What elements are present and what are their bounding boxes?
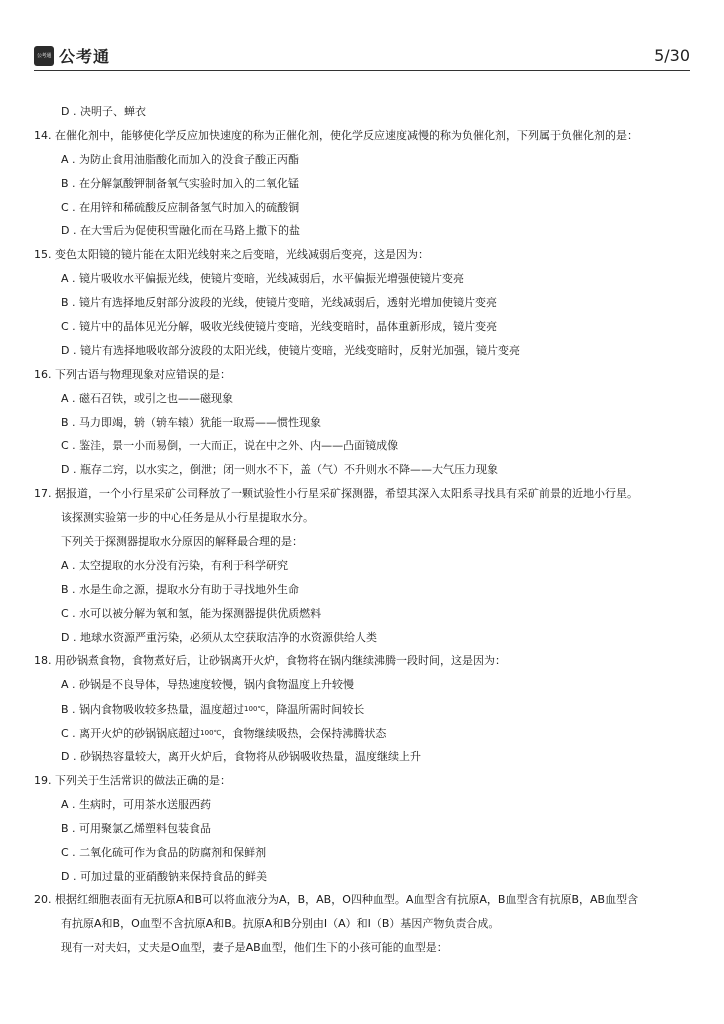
question-line: 16. 下列古语与物理现象对应错误的是： [34,367,231,381]
option-line: D . 在大雪后为促使积雪融化而在马路上撒下的盐 [61,224,300,238]
option-text: ，食物继续吸热，会保持沸腾状态 [221,727,387,741]
option-line [34,701,694,725]
option-line: D . 可加过量的亚硝酸钠来保持食品的鲜美 [61,869,267,883]
option-line: A . 生病时，可用茶水送服西药 [61,797,212,811]
question-line: 17. 据报道，一个小行星采矿公司释放了一颗试验性小行星采矿探测器，希望其深入太阳系寻找具有采矿前景的近地小行星。 [34,487,638,501]
option-line: C . 鉴洼，景一小而易倒，一大而正，说在中之外、内——凸面镜成像 [61,439,399,453]
question-line: 14. 在催化剂中，能够使化学反应加快速度的称为正催化剂，使化学反应速度减慢的称为负催化剂，下列属于负催化剂的是： [34,128,638,142]
option-text: ，降温所需时间较长 [265,703,365,717]
option-line: C . 二氧化硫可作为食品的防腐剂和保鲜剂 [61,845,267,859]
option-line: A . 砂锅是不良导体，导热速度较慢，锅内食物温度上升较慢 [61,678,355,692]
option-line: D . 镜片有选择地吸收部分波段的太阳光线，使镜片变暗，光线变暗时，反射光加强，镜片变亮 [61,343,520,357]
option-line: C . 水可以被分解为氧和氢，能为探测器提供优质燃料 [61,606,322,620]
option-text: C . 离开火炉的砂锅锅底超过 [61,727,201,741]
option-line: D . 决明子、蝉衣 [61,105,146,118]
option-line: D . 地球水资源严重污染，必须从太空获取洁净的水资源供给人类 [61,630,377,644]
document-body [34,104,694,964]
page-number: 5/30 [654,46,690,65]
page-header [34,44,690,71]
temperature-superscript: 100℃ [244,705,266,714]
option-line: A . 镜片吸收水平偏振光线，使镜片变暗，光线减弱后，水平偏振光增强使镜片变亮 [61,272,465,286]
option-line: B . 马力即竭，辀（辀车辕）犹能一取焉——惯性现象 [61,415,322,429]
option-line: D . 砂锅热容量较大，离开火炉后，食物将从砂锅吸收热量，温度继续上升 [61,750,421,764]
question-continuation: 下列关于探测器提取水分原因的解释最合理的是： [61,535,303,549]
option-line: B . 在分解氯酸钾制备氧气实验时加入的二氧化锰 [61,176,300,190]
question-continuation: 现有一对夫妇，丈夫是O血型，妻子是AB血型，他们生下的小孩可能的血型是： [61,941,448,955]
option-line: A . 磁石召铁，或引之也——磁现象 [61,391,234,405]
option-line: B . 可用聚氯乙烯塑料包装食品 [61,821,212,835]
option-line: B . 镜片有选择地反射部分波段的光线，使镜片变暗，光线减弱后，透射光增加使镜片变亮 [61,296,498,310]
question-line: 15. 变色太阳镜的镜片能在太阳光线射来之后变暗，光线减弱后变亮，这是因为： [34,248,429,262]
option-line: A . 太空提取的水分没有污染，有利于科学研究 [61,558,289,572]
temperature-superscript: 100℃ [200,729,222,738]
logo-text: 公考通 [59,47,111,66]
brand-logo [34,44,110,67]
option-line: A . 为防止食用油脂酸化而加入的没食子酸正丙酯 [61,152,300,166]
option-line: B . 水是生命之源，提取水分有助于寻找地外生命 [61,582,300,596]
option-line [34,725,694,749]
question-line: 19. 下列关于生活常识的做法正确的是： [34,773,231,787]
option-line: C . 在用锌和稀硫酸反应制备氢气时加入的硫酸铜 [61,200,300,214]
logo-icon: 公考通 [34,46,54,66]
option-text: B . 锅内食物吸收较多热量，温度超过 [61,703,245,717]
option-line: D . 瓶存二窍，以水实之，倒泄；闭一则水不下，盖（气）不升则水不降——大气压力现象 [61,463,498,477]
question-continuation: 该探测实验第一步的中心任务是从小行星提取水分。 [61,511,314,525]
option-line: C . 镜片中的晶体见光分解，吸收光线使镜片变暗，光线变暗时，晶体重新形成，镜片变亮 [61,320,498,334]
question-continuation: 有抗原A和B，O血型不含抗原A和B。抗原A和B分别由I（A）和I（B）基因产物负责合成。 [61,917,500,931]
question-line: 18. 用砂锅煮食物，食物煮好后，让砂锅离开火炉，食物将在锅内继续沸腾一段时间，这是因为： [34,654,506,668]
question-line: 20. 根据红细胞表面有无抗原A和B可以将血液分为A，B，AB，O四种血型。A血型含有抗原A，B血型含有抗原B，AB血型含 [34,893,639,907]
